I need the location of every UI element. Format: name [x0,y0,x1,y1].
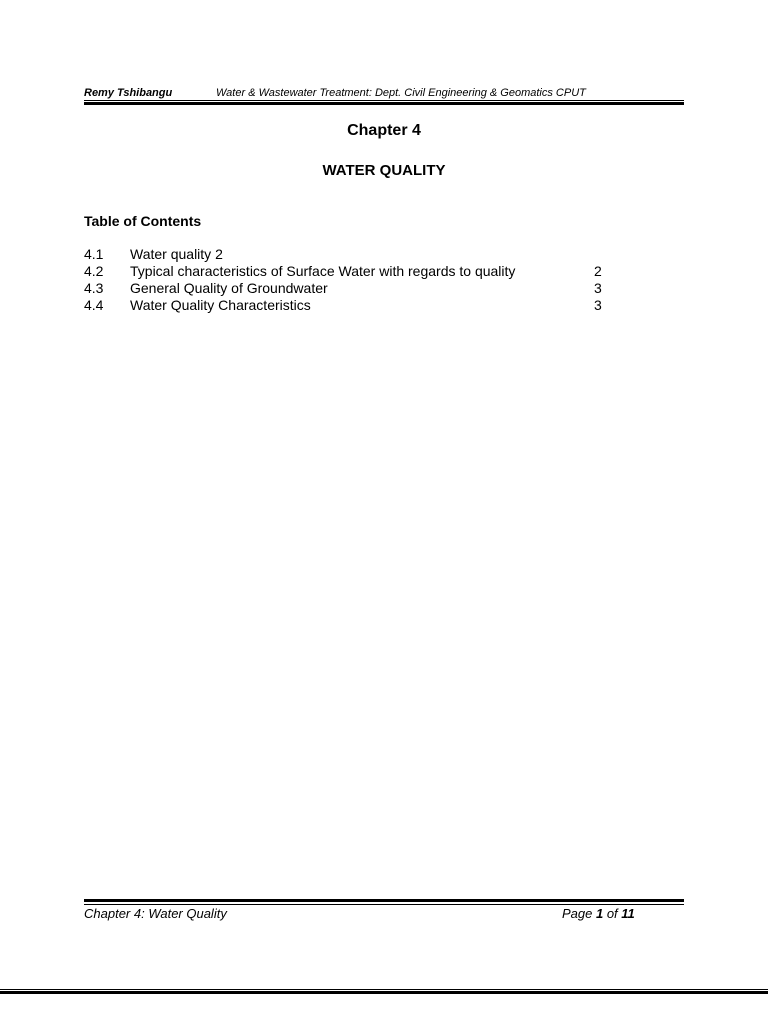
toc-list [84,246,614,314]
toc-item[interactable] [84,297,614,314]
toc-item-title: Water Quality Characteristics [130,297,311,313]
chapter-title: WATER QUALITY [322,162,446,179]
toc-item[interactable] [84,246,614,263]
toc-item-title: Typical characteristics of Surface Water with regards to quality [130,263,516,279]
toc-item-number: 4.3 [84,280,104,296]
bottom-edge-rule-thick [0,991,768,994]
header-rule-thick [84,102,684,105]
toc-item-number: 4.1 [84,246,104,262]
toc-item-page: 3 [594,297,602,313]
footer-chapter: Chapter 4: Water Quality [84,906,227,921]
footer-page-current: 1 [595,906,604,921]
bottom-edge-rule-thin [0,989,768,990]
footer-page-of: of [603,906,622,921]
toc-item-title: General Quality of Groundwater [130,280,328,296]
footer-page-number [562,906,635,921]
toc-heading: Table of Contents [84,213,202,229]
header-course: Water & Wastewater Treatment: Dept. Civil Engineering & Geomatics CPUT [216,87,586,99]
toc-item-number: 4.2 [84,263,104,279]
footer-page-prefix: Page [562,906,596,921]
toc-item-number: 4.4 [84,297,104,313]
header-rule-thin [84,100,684,101]
toc-item[interactable] [84,280,614,297]
header-author: Remy Tshibangu [84,87,173,99]
toc-item-page: 2 [594,263,602,279]
toc-item[interactable] [84,263,614,280]
page-header [84,86,684,100]
footer-rule-thin [84,904,684,905]
toc-item-title: Water quality 2 [130,246,223,262]
footer-rule-thick [84,899,684,902]
toc-item-page: 3 [594,280,602,296]
chapter-label: Chapter 4 [347,122,421,139]
footer-page-total: 11 [621,906,635,921]
